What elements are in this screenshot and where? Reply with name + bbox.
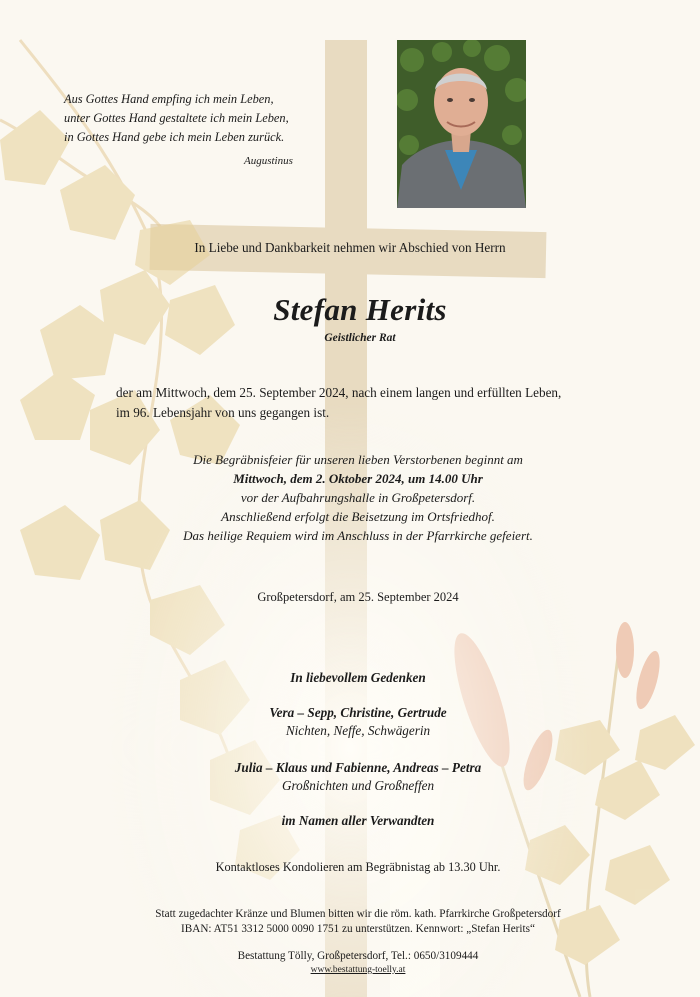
funeral-line: Die Begräbnisfeier für unseren lieben Verstorbenen beginnt am	[193, 452, 523, 467]
undertaker-info: Bestattung Tölly, Großpetersdorf, Tel.: 0650/3109444	[237, 950, 479, 962]
family-group	[0, 759, 700, 795]
family-names: Vera – Sepp, Christine, Gertrude	[269, 705, 447, 720]
donation-notice	[0, 907, 700, 937]
funeral-line: Anschließend erfolgt die Beisetzung im Ortsfriedhof.	[221, 509, 495, 524]
quote-line: unter Gottes Hand gestaltete ich mein Leben,	[64, 111, 289, 125]
place-date: Großpetersdorf, am 25. September 2024	[257, 590, 459, 604]
death-line: der am Mittwoch, dem 25. September 2024, nach einem langen und erfüllten Leben,	[116, 385, 562, 400]
requiem-text: Das heilige Requiem wird im Anschluss in der Pfarrkirche gefeiert.	[183, 528, 533, 543]
death-line: im 96. Lebensjahr von uns gegangen ist.	[116, 405, 330, 420]
website-link[interactable]: www.bestattung-toelly.at	[310, 965, 406, 975]
condolence-text: Kontaktloses Kondolieren am Begräbnistag ab 13.30 Uhr.	[215, 860, 501, 874]
funeral-details	[0, 450, 700, 526]
deceased-title: Geistlicher Rat	[324, 332, 396, 344]
family-names: Julia – Klaus und Fabienne, Andreas – Petra	[234, 760, 482, 775]
death-announcement	[116, 383, 636, 423]
intro-text: In Liebe und Dankbarkeit nehmen wir Abschied von Herrn	[194, 240, 506, 255]
family-relation: Nichten, Neffe, Schwägerin	[285, 723, 431, 738]
quote-block	[64, 90, 289, 147]
funeral-line: vor der Aufbahrungshalle in Großpetersdorf.	[240, 490, 476, 505]
funeral-date: Mittwoch, dem 2. Oktober 2024, um 14.00 Uhr	[233, 471, 483, 486]
portrait-photo	[397, 40, 526, 208]
donation-line: IBAN: AT51 3312 5000 0090 1751 zu unterstützen. Kennwort: „Stefan Herits“	[181, 923, 535, 935]
family-group	[0, 704, 700, 740]
family-relation: Großnichten und Großneffen	[281, 778, 435, 793]
memory-heading: In liebevollem Gedenken	[290, 670, 426, 685]
relatives-text: im Namen aller Verwandten	[281, 813, 435, 828]
quote-author: Augustinus	[244, 155, 293, 167]
portrait-icon	[397, 40, 526, 208]
quote-line: in Gottes Hand gebe ich mein Leben zurück.	[64, 130, 285, 144]
quote-line: Aus Gottes Hand empfing ich mein Leben,	[64, 92, 274, 106]
donation-line: Statt zugedachter Kränze und Blumen bitten wir die röm. kath. Pfarrkirche Großpetersdorf	[155, 908, 561, 920]
deceased-name: Stefan Herits	[273, 292, 447, 327]
